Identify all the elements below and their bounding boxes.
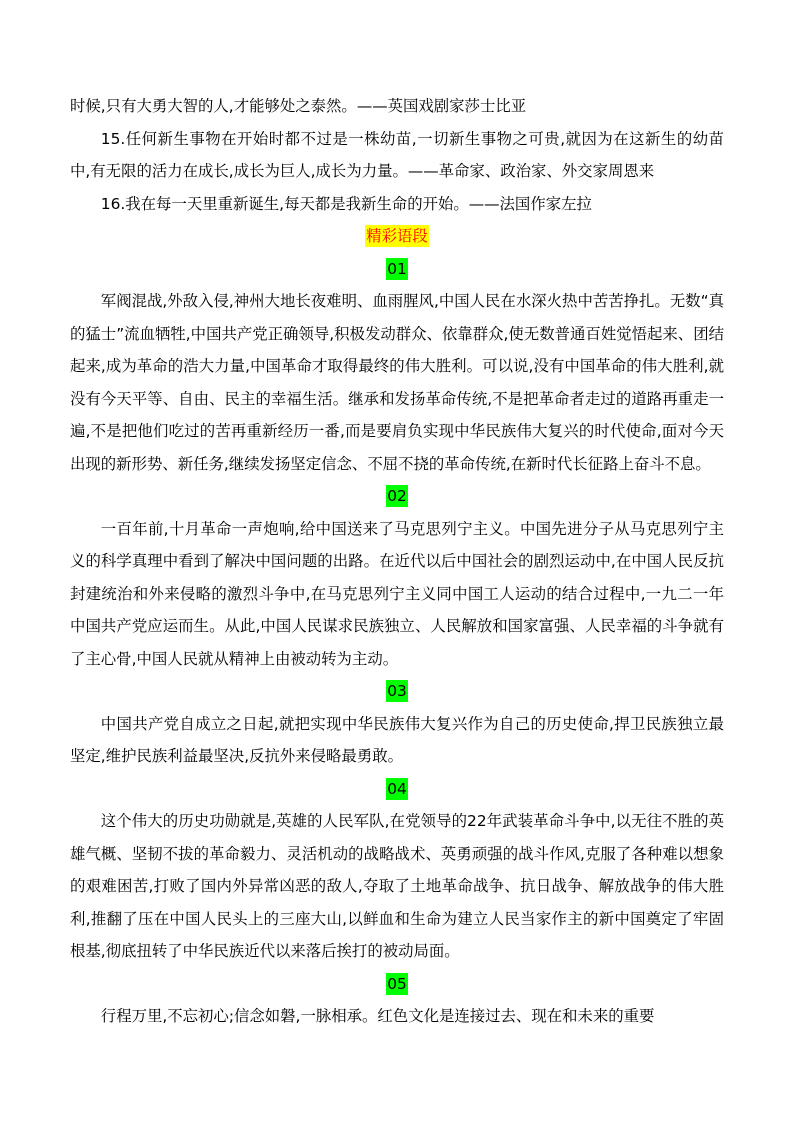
section-title xyxy=(70,220,724,253)
paragraph-number-label: 02 xyxy=(387,487,407,505)
paragraph-02: 一百年前,十月革命一声炮响,给中国送来了马克思列宁主义。中国先进分子从马克思列宁主义的科学真理中看到了解决中国问题的出路。在近代以后中国社会的剧烈运动中,在中国人民反抗封建统治和外来侵略的激烈斗争中,在马克思列宁主义同中国工人运动的结合过程中,一九二一年中国共产党应运而生。从此,中国人民谋求民族独立、人民解放和国家富强、人民幸福的斗争就有了主心骨,中国人民就从精神上由被动转为主动。 xyxy=(70,519,724,668)
paragraph-03: 中国共产党自成立之日起,就把实现中华民族伟大复兴作为自己的历史使命,捍卫民族独立最坚定,维护民族利益最坚决,反抗外来侵略最勇敢。 xyxy=(70,714,724,765)
paragraph-number-label: 05 xyxy=(387,974,407,993)
paragraph-number-02 xyxy=(70,480,724,513)
paragraph-number-label: 03 xyxy=(387,682,407,700)
paragraph-05: 行程万里,不忘初心;信念如磐,一脉相承。红色文化是连接过去、现在和未来的重要 xyxy=(100,1007,655,1025)
paragraph-number-label: 01 xyxy=(387,259,407,278)
paragraph-number-01 xyxy=(70,253,724,286)
paragraph-01: 军阀混战,外敌入侵,神州大地长夜难明、血雨腥风,中国人民在水深火热中苦苦挣扎。无数“真的猛士”流血牺牲,中国共产党正确领导,积极发动群众、依靠群众,使无数普通百姓觉悟起来、团结起来,成为革命的浩大力量,中国革命才取得最终的伟大胜利。可以说,没有中国革命的伟大胜利,就没有今天平等、自由、民主的幸福生活。继承和发扬革命传统,不是把革命者走过的道路再重走一遍,不是把他们吃过的苦再重新经历一番,而是要肩负实现中华民族伟大复兴的时代使命,面对今天出现的新形势、新任务,继续发扬坚定信念、不屈不挠的革命传统,在新时代长征路上奋斗不息。 xyxy=(70,292,724,473)
paragraph-number-03 xyxy=(70,675,724,708)
document-page xyxy=(70,90,724,1033)
quote-continuation: 时候,只有大勇大智的人,才能够处之泰然。——英国戏剧家莎士比亚 xyxy=(70,97,527,115)
paragraph-number-04 xyxy=(70,773,724,806)
quote-15: 15.任何新生事物在开始时都不过是一株幼苗,一切新生事物之可贵,就因为在这新生的幼苗中,有无限的活力在成长,成长为巨人,成长为力量。——革命家、政治家、外交家周恩来 xyxy=(70,129,724,180)
section-title-text: 精彩语段 xyxy=(366,227,428,245)
paragraph-number-label: 04 xyxy=(387,779,407,798)
paragraph-04: 这个伟大的历史功勋就是,英雄的人民军队,在党领导的22年武装革命斗争中,以无往不胜的英雄气概、坚韧不拔的革命毅力、灵活机动的战略战术、英勇顽强的战斗作风,克服了各种难以想象的艰难困苦,打败了国内外异常凶恶的敌人,夺取了土地革命战争、抗日战争、解放战争的伟大胜利,推翻了压在中国人民头上的三座大山,以鲜血和生命为建立人民当家作主的新中国奠定了牢固根基,彻底扭转了中华民族近代以来落后挨打的被动局面。 xyxy=(70,812,724,960)
quote-16: 16.我在每一天里重新诞生,每天都是我新生命的开始。——法国作家左拉 xyxy=(100,194,592,213)
paragraph-number-05 xyxy=(70,968,724,1001)
